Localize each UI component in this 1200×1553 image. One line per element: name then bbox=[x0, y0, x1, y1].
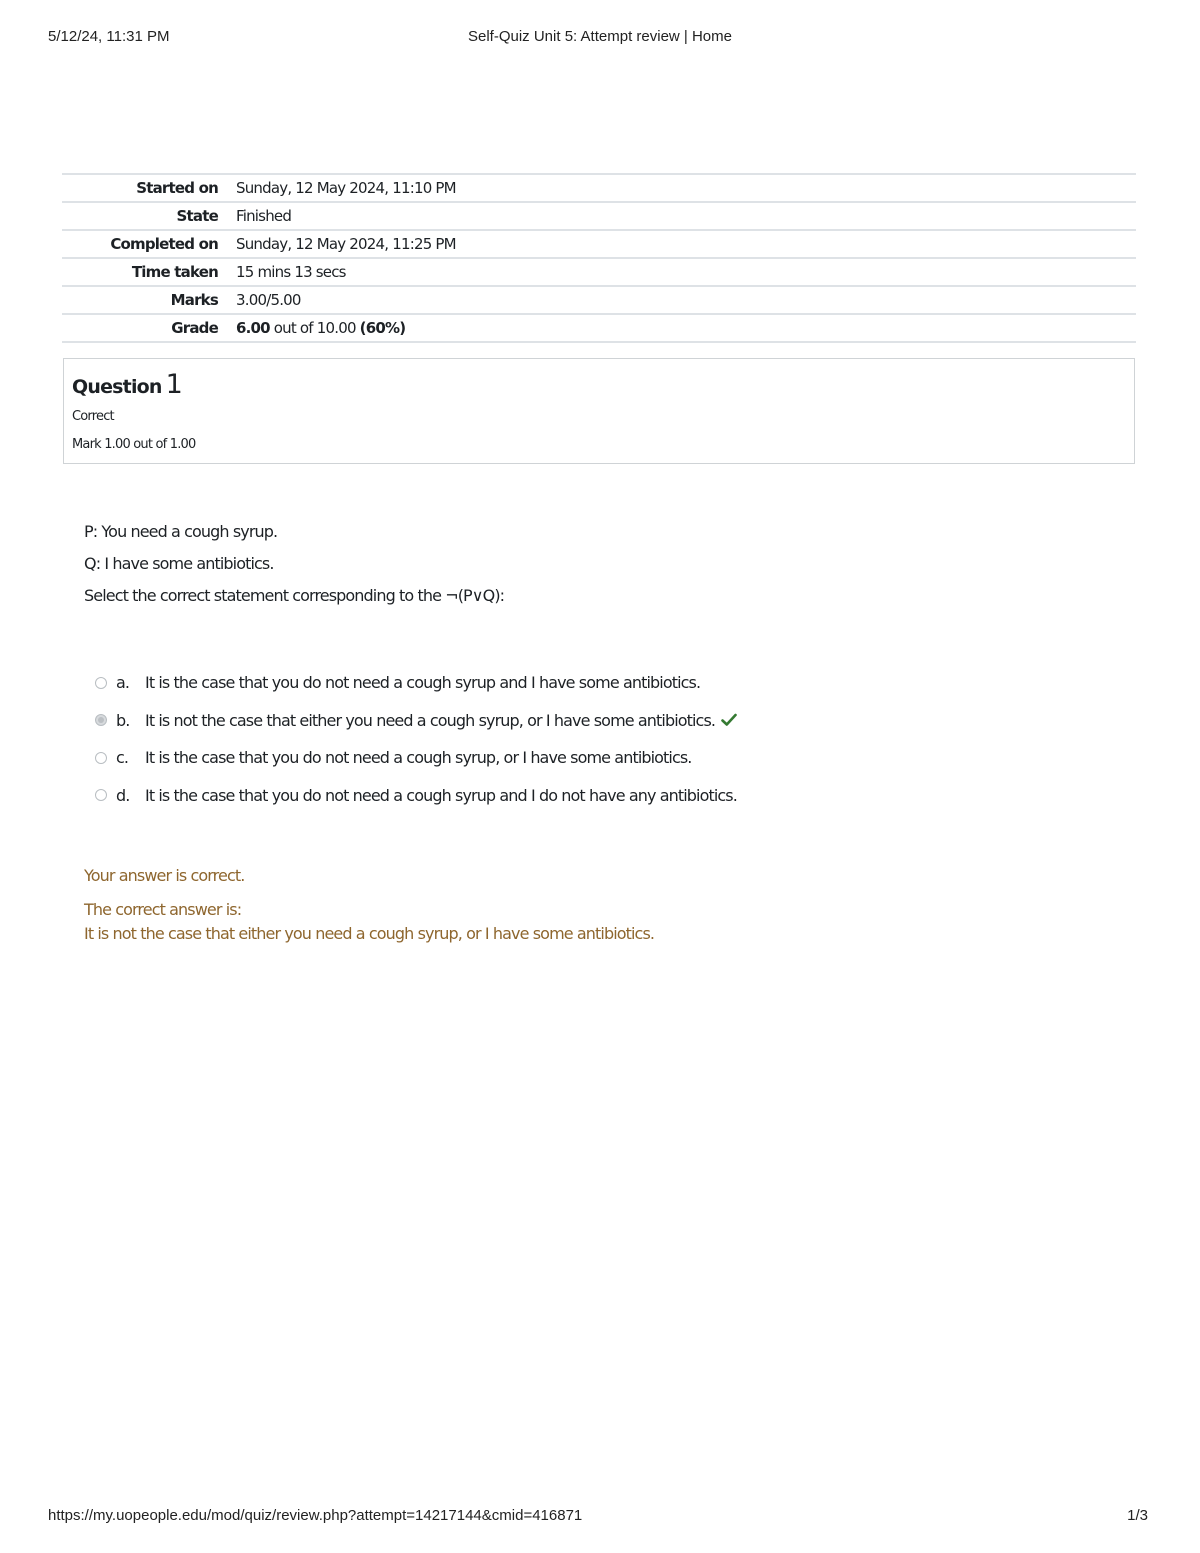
summary-label: Grade bbox=[171, 319, 218, 337]
summary-row-grade bbox=[62, 315, 1136, 343]
summary-value: Sunday, 12 May 2024, 11:25 PM bbox=[236, 235, 456, 253]
grade-percent: (60%) bbox=[359, 319, 406, 337]
answer-option-b[interactable] bbox=[92, 702, 737, 740]
summary-row-completed bbox=[62, 231, 1136, 259]
radio-button[interactable] bbox=[95, 752, 107, 764]
general-feedback: Your answer is correct. bbox=[84, 866, 245, 885]
radio-button-selected[interactable] bbox=[95, 714, 107, 726]
summary-row-marks bbox=[62, 287, 1136, 315]
answer-options bbox=[92, 664, 737, 814]
checkmark-icon bbox=[721, 713, 737, 727]
question-number: 1 bbox=[165, 369, 183, 400]
summary-value: Finished bbox=[236, 207, 292, 225]
summary-value: 3.00/5.00 bbox=[236, 291, 301, 309]
question-number-heading bbox=[72, 369, 182, 400]
answer-text: It is the case that you do not need a cough syrup and I have some antibiotics. bbox=[145, 673, 701, 693]
summary-label: Started on bbox=[136, 179, 218, 197]
print-footer bbox=[48, 1507, 1148, 1527]
summary-label: Marks bbox=[170, 291, 218, 309]
print-url: https://my.uopeople.edu/mod/quiz/review.php?attempt=14217144&cmid=416871 bbox=[48, 1507, 583, 1524]
summary-row-time-taken bbox=[62, 259, 1136, 287]
summary-value: 15 mins 13 secs bbox=[236, 263, 346, 281]
summary-value bbox=[234, 319, 405, 337]
question-feedback bbox=[84, 864, 654, 946]
question-text-line: Select the correct statement corresponding to the ¬(P∨Q): bbox=[84, 586, 505, 605]
answer-option-d[interactable] bbox=[92, 777, 737, 815]
answer-letter: d. bbox=[116, 785, 130, 805]
question-text bbox=[84, 516, 504, 612]
summary-label: Time taken bbox=[131, 263, 218, 281]
question-text-line: P: You need a cough syrup. bbox=[84, 522, 278, 541]
summary-label: State bbox=[176, 207, 218, 225]
print-datetime: 5/12/24, 11:31 PM bbox=[48, 28, 170, 45]
grade-out-of: out of 10.00 bbox=[269, 319, 360, 337]
summary-label: Completed on bbox=[110, 235, 218, 253]
answer-text: It is the case that you do not need a cough syrup and I do not have any antibiotics. bbox=[145, 785, 737, 805]
answer-letter: c. bbox=[116, 748, 129, 768]
summary-row-state bbox=[62, 203, 1136, 231]
answer-option-a[interactable] bbox=[92, 664, 737, 702]
print-header bbox=[48, 28, 1152, 48]
print-page-number: 1/3 bbox=[1127, 1507, 1148, 1524]
question-info-box bbox=[63, 358, 1135, 464]
question-text-line: Q: I have some antibiotics. bbox=[84, 554, 274, 573]
summary-value: Sunday, 12 May 2024, 11:10 PM bbox=[236, 179, 456, 197]
summary-row-started bbox=[62, 175, 1136, 203]
radio-button[interactable] bbox=[95, 677, 107, 689]
correct-answer-label: The correct answer is: bbox=[84, 900, 242, 919]
question-state: Correct bbox=[72, 409, 114, 424]
grade-value: 6.00 bbox=[236, 319, 270, 337]
radio-button[interactable] bbox=[95, 789, 107, 801]
print-page-title: Self-Quiz Unit 5: Attempt review | Home bbox=[468, 28, 732, 45]
answer-letter: a. bbox=[116, 673, 130, 693]
answer-text: It is the case that you do not need a cough syrup, or I have some antibiotics. bbox=[145, 748, 692, 768]
answer-option-c[interactable] bbox=[92, 739, 737, 777]
question-label: Question bbox=[72, 376, 162, 398]
attempt-summary-table bbox=[62, 173, 1136, 343]
question-mark: Mark 1.00 out of 1.00 bbox=[72, 437, 196, 452]
correct-answer-text: It is not the case that either you need a cough syrup, or I have some antibiotics. bbox=[84, 924, 655, 943]
answer-text: It is not the case that either you need a cough syrup, or I have some antibiotics. bbox=[145, 710, 716, 730]
answer-letter: b. bbox=[116, 710, 130, 730]
